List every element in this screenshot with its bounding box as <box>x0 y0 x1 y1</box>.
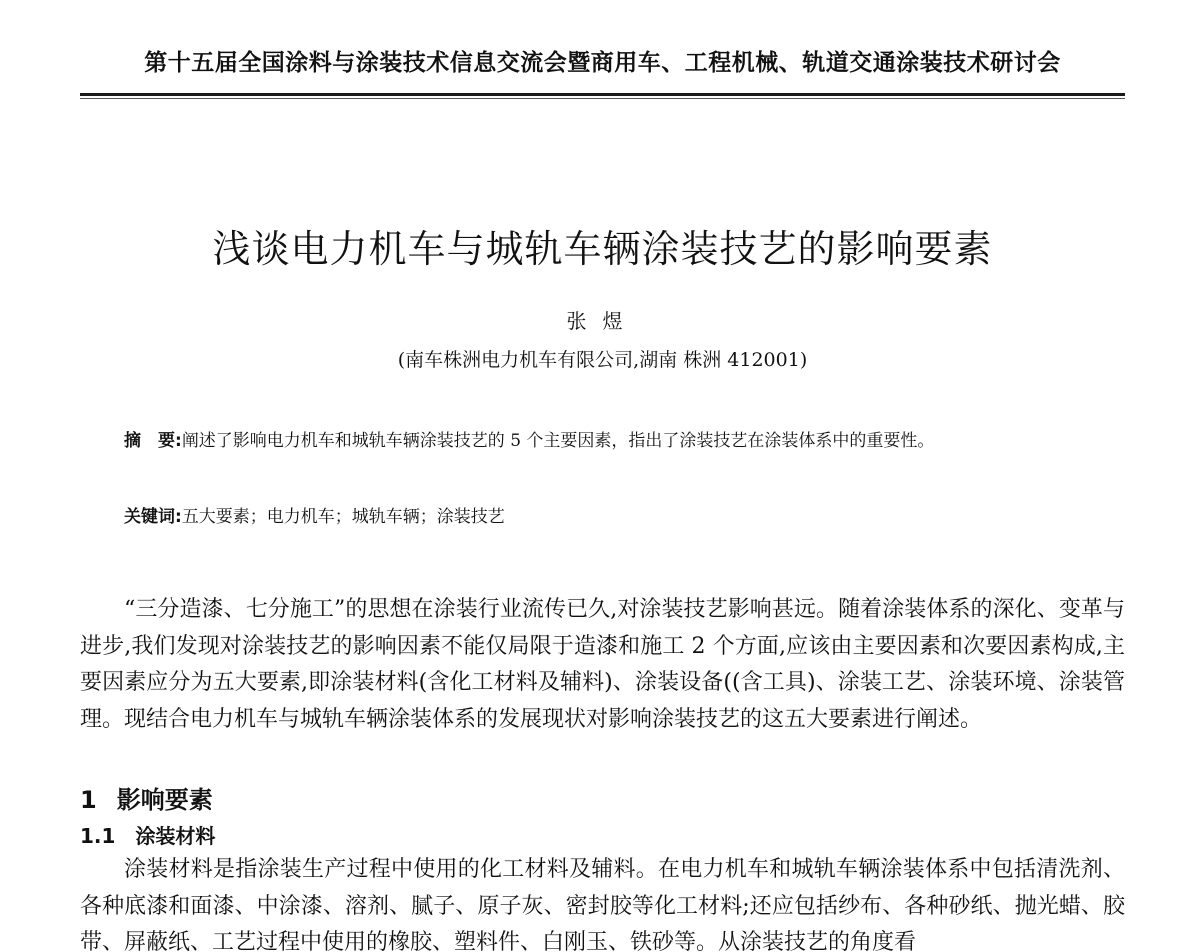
author-affiliation: (南车株洲电力机车有限公司,湖南 株洲 412001) <box>397 349 808 371</box>
author-name: 张煜 <box>566 309 639 333</box>
header-rule-thin <box>80 98 1125 99</box>
subsection-title: 涂装材料 <box>135 824 216 848</box>
abstract-label: 摘 要: <box>124 431 182 451</box>
abstract <box>124 423 1084 459</box>
section-number: 1 <box>80 786 97 814</box>
paper-title: 浅谈电力机车与城轨车辆涂装技艺的影响要素 <box>212 227 993 271</box>
running-header: 第十五届全国涂料与涂装技术信息交流会暨商用车、工程机械、轨道交通涂装技术研讨会 <box>144 49 1061 76</box>
section-title: 影响要素 <box>116 786 213 814</box>
section-heading <box>80 780 213 815</box>
keywords <box>124 505 1084 529</box>
subsection-number: 1.1 <box>80 824 116 848</box>
subsection-heading <box>80 820 215 849</box>
intro-paragraph: “三分造漆、七分施工”的思想在涂装行业流传已久,对涂装技艺影响甚远。随着涂装体系的深化、变革与进步,我们发现对涂装技艺的影响因素不能仅局限于造漆和施工 2 个方面,应该由主要因素和次要因素构成,主要因素应分为五大要素,即涂装材料(含化工材料及辅料)、涂装设备((含工具)、涂装工艺、涂装环境、涂装管理。现结合电力机车与城轨车辆涂装体系的发展现状对影响涂装技艺的这五大要素进行阐述。 <box>80 597 1125 732</box>
keywords-label: 关键词: <box>124 507 182 527</box>
header-rule-thick <box>80 93 1125 96</box>
keywords-text: 五大要素；电力机车；城轨车辆；涂装技艺 <box>181 507 505 527</box>
abstract-text: 阐述了影响电力机车和城轨车辆涂装技艺的 5 个主要因素，指出了涂装技艺在涂装体系中的重要性。 <box>181 431 935 451</box>
subsection-paragraph: 涂装材料是指涂装生产过程中使用的化工材料及辅料。在电力机车和城轨车辆涂装体系中包括清洗剂、各种底漆和面漆、中涂漆、溶剂、腻子、原子灰、密封胶等化工材料;还应包括纱布、各种砂纸、抛光蜡、胶带、屏蔽纸、工艺过程中使用的橡胶、塑料件、白刚玉、铁砂等。从涂装技艺的角度看 <box>80 857 1125 952</box>
